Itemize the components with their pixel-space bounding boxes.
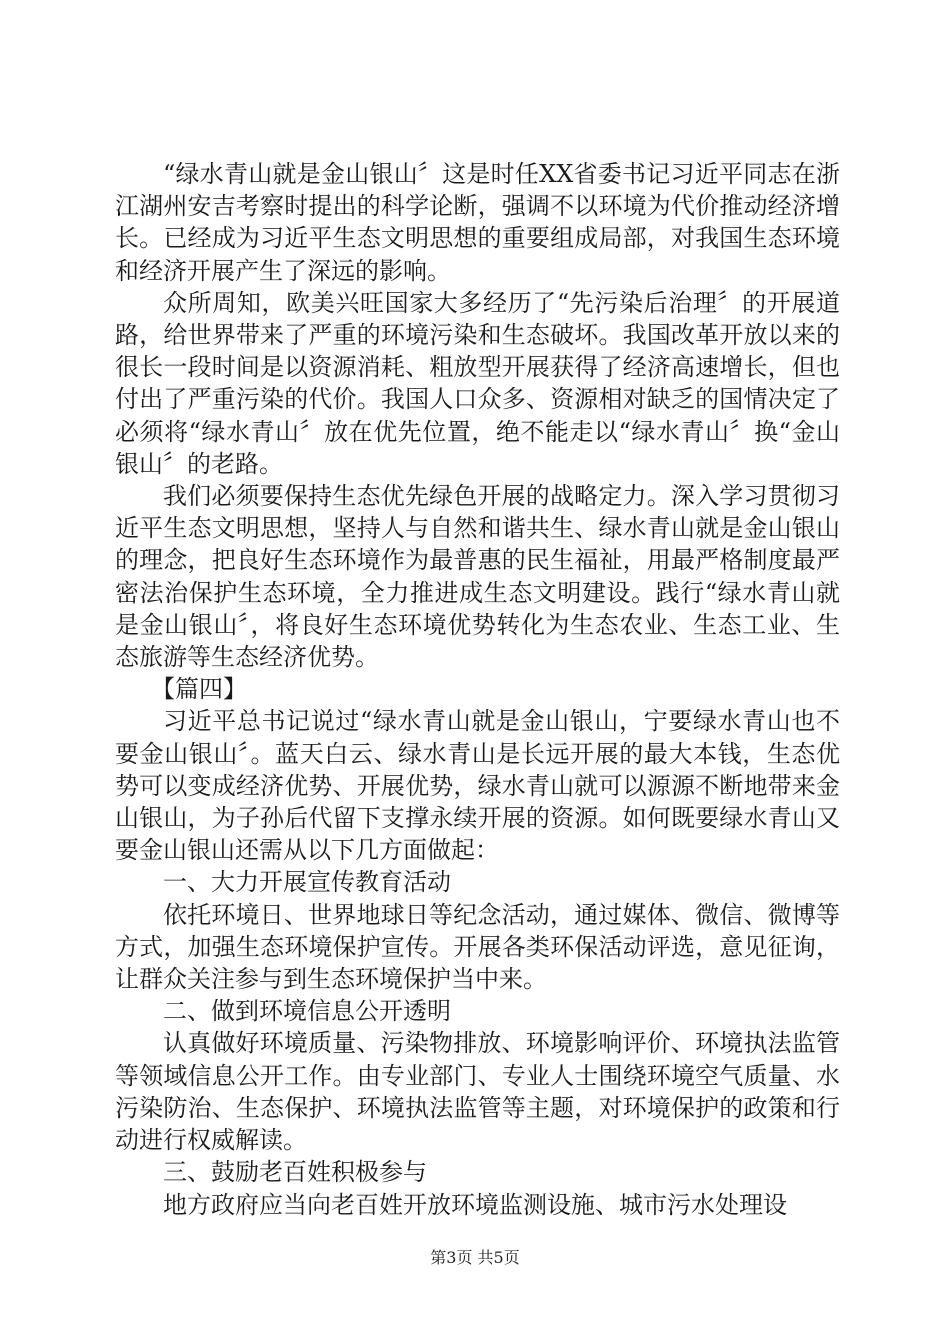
paragraph-4: 习近平总书记说过“绿水青山就是金山银山，宁要绿水青山也不要金山银山〞。蓝天白云、绿水青山是长远开展的最大本钱，生态优势可以变成经济优势、开展优势，绿水青山就可以源源不断地带来金山银山，为子孙后代留下支撑永续开展的资源。如何既要绿水青山又要金山银山还需从以下几方面做起： xyxy=(115,707,840,865)
paragraph-2: 众所周知，欧美兴旺国家大多经历了“先污染后治理〞的开展道路，给世界带来了严重的环境污染和生态破坏。我国改革开放以来的很长一段时间是以资源消耗、粗放型开展获得了经济高速增长，但也付出了严重污染的代价。我国人口众多、资源相对缺乏的国情决定了必须将“绿水青山〞放在优先位置，绝不能走以“绿水青山〞换“金山银山〞的老路。 xyxy=(115,288,840,478)
paragraph-5: 依托环境日、世界地球日等纪念活动，通过媒体、微信、微博等方式，加强生态环境保护宣传。开展各类环保活动评选，意见征询，让群众关注参与到生态环境保护当中来。 xyxy=(115,900,840,994)
paragraph-1: “绿水青山就是金山银山〞这是时任XX省委书记习近平同志在浙江湖州安吉考察时提出的科学论断，强调不以环境为代价推动经济增长。已经成为习近平生态文明思想的重要组成局部，对我国生态环境和经济开展产生了深远的影响。 xyxy=(115,160,840,285)
paragraph-7: 地方政府应当向老百姓开放环境监测设施、城市污水处理设 xyxy=(163,1190,787,1219)
page-footer: 第3页 共5页 xyxy=(430,1248,520,1267)
section-heading-part-four: 【篇四】 xyxy=(151,675,247,704)
paragraph-6: 认真做好环境质量、污染物排放、环境影响评价、环境执法监管等领域信息公开工作。由专业部门、专业人士围绕环境空气质量、水污染防治、生态保护、环境执法监管等主题，对环境保护的政策和行动进行权威解读。 xyxy=(115,1029,840,1155)
paragraph-3: 我们必须要保持生态优先绿色开展的战略定力。深入学习贯彻习近平生态文明思想，坚持人与自然和谐共生、绿水青山就是金山银山的理念，把良好生态环境作为最普惠的民生福祉，用最严格制度最严密法治保护生态环境，全力推进成生态文明建设。践行“绿水青山就是金山银山〞，将良好生态环境优势转化为生态农业、生态工业、生态旅游等生态经济优势。 xyxy=(115,482,840,672)
document-body xyxy=(115,158,840,1221)
subheading-3: 三、鼓励老百姓积极参与 xyxy=(163,1158,427,1187)
subheading-2: 二、做到环境信息公开透明 xyxy=(163,997,451,1026)
subheading-1: 一、大力开展宣传教育活动 xyxy=(163,868,451,897)
